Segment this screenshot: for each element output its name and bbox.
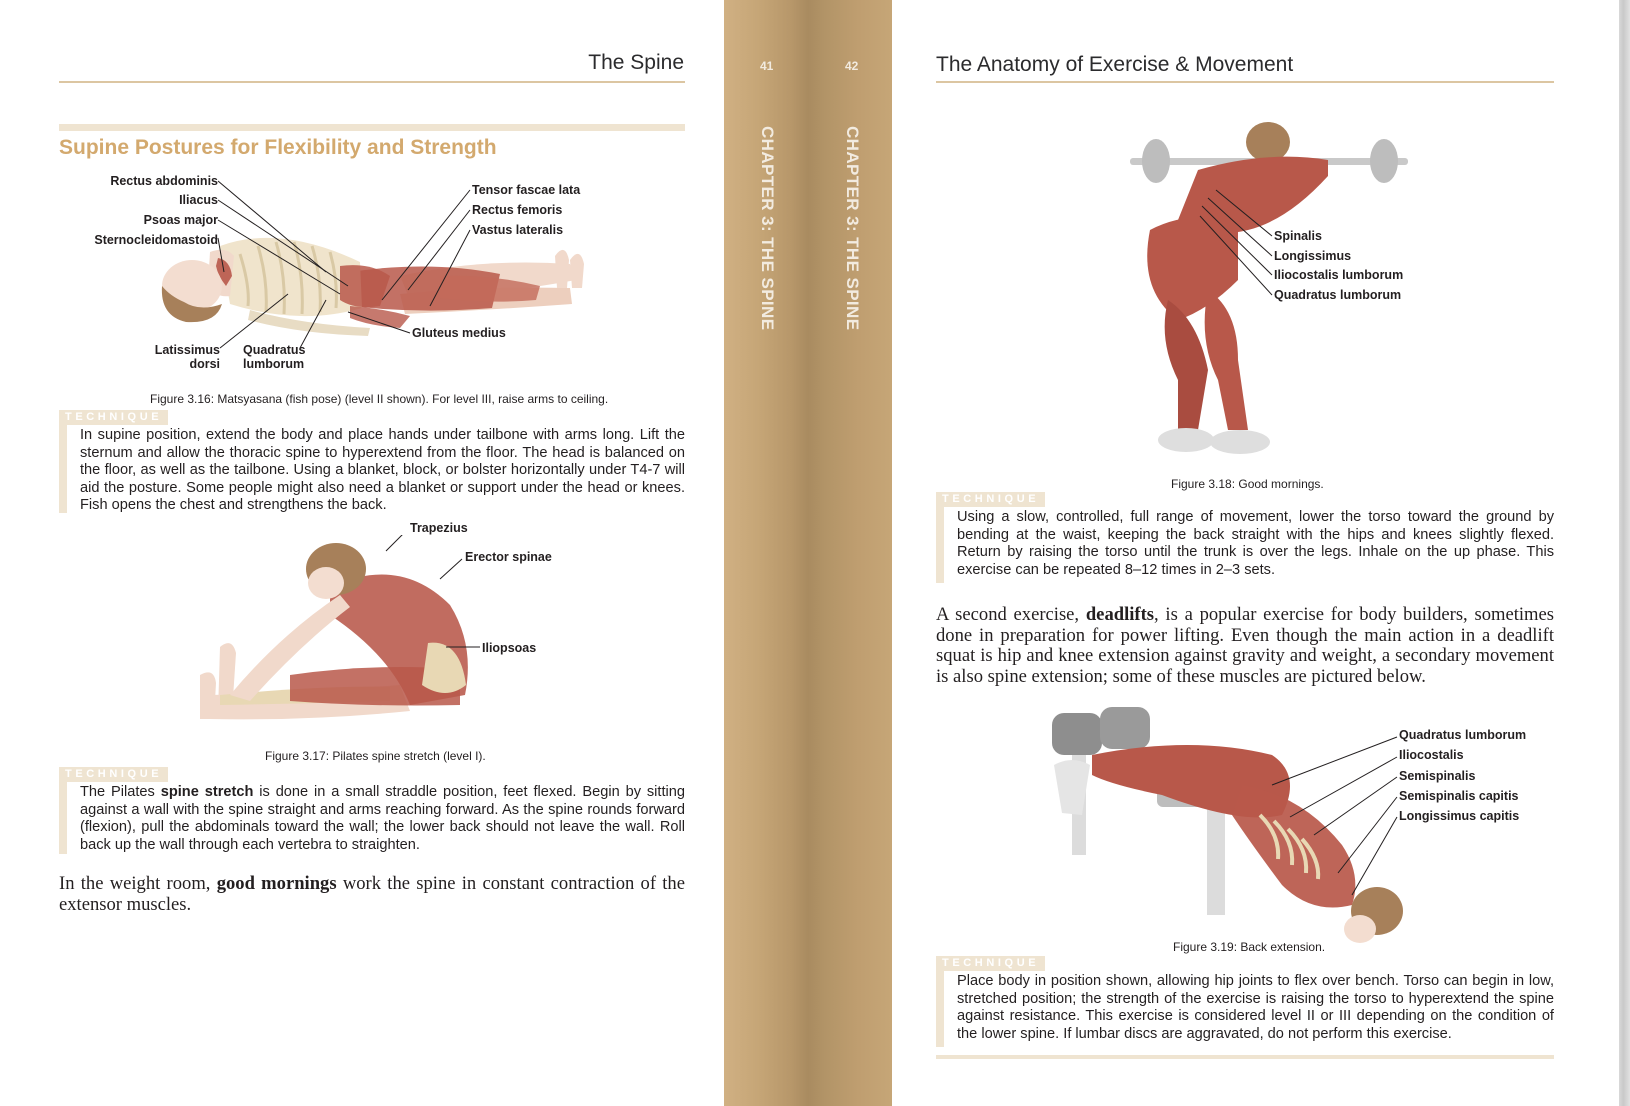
label-tensor-fascae-lata: Tensor fascae lata: [472, 183, 581, 197]
figure-caption-3-17: Figure 3.17: Pilates spine stretch (level I).: [265, 749, 486, 763]
technique-bar: [936, 507, 944, 583]
label-psoas-major: Psoas major: [143, 213, 218, 227]
figure-3-16-fish-pose: [94, 174, 620, 396]
header-rule: [936, 81, 1554, 83]
label-rectus-abdominis: Rectus abdominis: [110, 174, 218, 188]
label-vastus-lateralis: Vastus lateralis: [472, 223, 564, 237]
technique-tag: TECHNIQUE: [936, 492, 1045, 507]
term-deadlifts: deadlifts: [1085, 604, 1155, 625]
header-rule: [59, 81, 685, 83]
label-sternocleidomastoid: Sternocleidomastoid: [94, 233, 218, 247]
technique-text: The Pilates spine stretch is done in a small straddle position, feet flexed. Begin by sitting against a wall with the spine straight and arms reaching forward. As the spine rounds forward (flexion), pull the abdominals toward the wall; the lower back should not leave the wall. Roll back up the wall through each vertebra to straighten.: [80, 784, 685, 853]
running-head-left: The Spine: [588, 51, 684, 74]
label-quadratus-lumborum: Quadratus lumborum: [1274, 288, 1402, 302]
figure-3-17-spine-stretch: [190, 521, 590, 740]
label-trapezius: Trapezius: [410, 521, 468, 535]
label-iliopsoas: Iliopsoas: [482, 641, 537, 655]
right-page: [892, 0, 1592, 1106]
chapter-tab-left: CHAPTER 3: THE SPINE: [758, 126, 777, 331]
section-bar: [59, 124, 685, 131]
technique-tag: TECHNIQUE: [59, 410, 168, 425]
footer-rule: [936, 1055, 1554, 1059]
label-semispinalis: Semispinalis: [1399, 769, 1476, 783]
chapter-tab-right: CHAPTER 3: THE SPINE: [843, 126, 862, 331]
label-iliacus: Iliacus: [179, 193, 218, 207]
page-number-right: 42: [845, 59, 859, 73]
technique-box-fish: [59, 410, 685, 513]
figure-caption-3-18: Figure 3.18: Good mornings.: [1171, 477, 1324, 491]
label-longissimus: Longissimus: [1274, 249, 1352, 263]
viewer-scrollbar[interactable]: [1619, 0, 1630, 1106]
technique-box-good-mornings: [936, 492, 1554, 584]
label-gluteus-medius: Gluteus medius: [412, 326, 506, 340]
label-rectus-femoris: Rectus femoris: [472, 203, 563, 217]
technique-bar: [936, 971, 944, 1047]
technique-tag: TECHNIQUE: [936, 956, 1045, 971]
label-latissimus-dorsi: dorsi: [189, 357, 220, 371]
figure-caption-3-16: Figure 3.16: Matsyasana (fish pose) (level II shown). For level III, raise arms to ceiling.: [150, 392, 609, 406]
technique-text: Place body in position shown, allowing hip joints to flex over bench. Torso can begin in low, stretched position; the strength of the exercise is raising the torso to hyperextend the spine against resistance. This exercise is considered level II or III depending on the condition of the lower spine. If lumbar discs are aggravated, do not perform this exercise.: [957, 973, 1554, 1042]
label-quadratus-lumborum-3-19: Quadratus lumborum: [1399, 728, 1527, 742]
figure-3-19-back-extension: [1042, 705, 1527, 955]
label-quadratus-lumborum: lumborum: [243, 357, 305, 371]
body-paragraph-deadlifts: A second exercise, deadlifts, is a popular exercise for body builders, sometimes done in preparation for power lifting. Even though the main action in a deadlift squat is hip and knee extension against gravity and weight, a secondary movement is also spine extension; some of these muscles are pictured below.: [936, 604, 1554, 687]
technique-tag: TECHNIQUE: [59, 767, 168, 782]
technique-bar: [59, 425, 67, 513]
running-head-right: The Anatomy of Exercise & Movement: [936, 53, 1294, 76]
page-number-left: 41: [760, 59, 774, 73]
left-page: [0, 0, 725, 1106]
technique-text: Using a slow, controlled, full range of movement, lower the torso toward the ground by bending at the waist, keeping the back straight with the hips and knees slightly flexed. Return by raising the torso until the trunk is over the legs. Inhale on the up phase. This exercise can be repeated 8–12 times in 2–3 sets.: [957, 509, 1554, 578]
term-spine-stretch: spine stretch: [160, 784, 254, 800]
label-iliocostalis-lumborum: Iliocostalis lumborum: [1274, 268, 1404, 282]
body-paragraph-good-mornings: In the weight room, good mornings work the spine in constant contraction of the extensor muscles.: [59, 873, 685, 915]
term-good-mornings: good mornings: [216, 873, 337, 894]
spine-stretch-illustration: [190, 535, 590, 740]
label-quadratus: Quadratus: [243, 343, 306, 357]
figure-3-18-good-mornings: [1128, 120, 1428, 470]
technique-box-spine-stretch: [59, 767, 685, 857]
back-extension-illustration: [1042, 705, 1512, 955]
figure-caption-3-19: Figure 3.19: Back extension.: [1173, 940, 1326, 954]
label-erector-spinae: Erector spinae: [465, 550, 552, 564]
label-longissimus-capitis: Longissimus capitis: [1399, 809, 1520, 823]
technique-box-back-extension: [936, 956, 1554, 1048]
label-iliocostalis: Iliocostalis: [1399, 748, 1464, 762]
label-semispinalis-capitis: Semispinalis capitis: [1399, 789, 1519, 803]
label-latissimus: Latissimus: [154, 343, 220, 357]
technique-bar: [59, 782, 67, 854]
book-spine-gutter: [724, 0, 892, 1106]
label-spinalis: Spinalis: [1274, 229, 1322, 243]
technique-text: In supine position, extend the body and place hands under tailbone with arms long. Lift the sternum and allow the thoracic spine to hyperextend from the floor. The head is balanced on the floor, as well as the tailbone. Using a blanket, block, or bolster horizontally under T4-7 will aid the posture. Some people might also need a blanket or support under the head or knees. Fish opens the chest and strengthens the back.: [80, 427, 685, 514]
section-title: Supine Postures for Flexibility and Strength: [59, 136, 497, 159]
